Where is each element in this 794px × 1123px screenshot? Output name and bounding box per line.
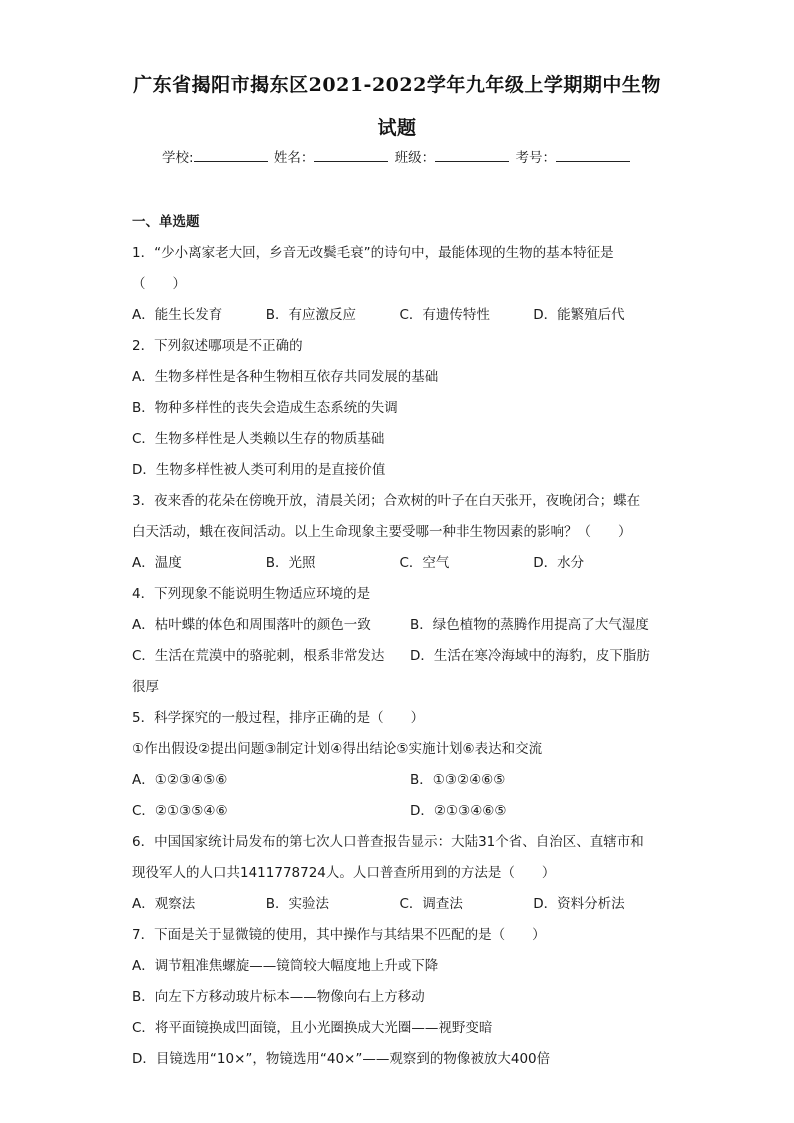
question-5 (132, 703, 667, 827)
option-d: D．能繁殖后代 (533, 307, 625, 323)
option-d: D．资料分析法 (533, 896, 625, 912)
option-row (132, 889, 667, 920)
student-info-row (0, 146, 794, 166)
option-d: D．生活在寒冷海域中的海豹，皮下脂肪 (410, 648, 650, 664)
option-b: B．向左下方移动玻片标本——物像向右上方移动 (132, 989, 425, 1005)
name-label: 姓名： (273, 150, 315, 166)
option-b: B．绿色植物的蒸腾作用提高了大气湿度 (410, 617, 649, 633)
option-d: D．目镜选用“10×”，物镜选用“40×”——观察到的物像被放大400倍 (132, 1051, 551, 1067)
option-d: D．生物多样性被人类可利用的是直接价值 (132, 462, 386, 478)
option-row (132, 548, 667, 579)
option-c: C．调查法 (399, 896, 463, 912)
name-field (274, 146, 391, 166)
question-2 (132, 331, 667, 486)
exam-number-blank (556, 148, 630, 162)
option-c: C．将平面镜换成凹面镜，且小光圈换成大光圈——视野变暗 (132, 1020, 493, 1036)
option-c: C．有遗传特性 (399, 307, 490, 323)
exam-title-line-2: 试题 (377, 117, 417, 139)
question-6 (132, 827, 667, 920)
option-row (132, 300, 667, 331)
option-a: A．温度 (132, 555, 182, 571)
class-field (395, 146, 512, 166)
option-b: B．①③②④⑥⑤ (410, 772, 506, 788)
school-field (162, 146, 270, 166)
option-a: A．①②③④⑤⑥ (132, 772, 228, 788)
option-a: A．能生长发育 (132, 307, 223, 323)
question-7 (132, 920, 667, 1075)
question-stem-line: 3．夜来香的花朵在傍晚开放，清晨关闭；合欢树的叶子在白天张开，夜晚闭合；蝶在 (132, 493, 641, 509)
option-c: C．空气 (399, 555, 450, 571)
option-continuation: 很厚 (132, 679, 159, 695)
option-a: A．枯叶蝶的体色和周围落叶的颜色一致 (132, 617, 371, 633)
question-content (132, 207, 667, 1075)
school-blank (194, 148, 268, 162)
option-b: B．光照 (265, 555, 316, 571)
option-a: A．调节粗准焦螺旋——镜筒较大幅度地上升或下降 (132, 958, 439, 974)
question-stem-line: （ ） (132, 276, 186, 292)
question-stem-line: 6．中国国家统计局发布的第七次人口普查报告显示：大陆31个省、自治区、直辖市和 (132, 834, 644, 850)
option-d: D．②①③④⑥⑤ (410, 803, 507, 819)
question-4 (132, 579, 667, 703)
option-d: D．水分 (533, 555, 585, 571)
school-label: 学校: (162, 150, 194, 166)
question-stem-line: 现役军人的人口共1411778724人。人口普查所用到的方法是（ ） (132, 865, 556, 881)
question-stem-line: ①作出假设②提出问题③制定计划④得出结论⑤实施计划⑥表达和交流 (132, 741, 543, 757)
question-3 (132, 486, 667, 579)
option-c: C．生活在荒漠中的骆驼刺，根系非常发达 (132, 648, 385, 664)
name-blank (314, 148, 388, 162)
class-blank (435, 148, 509, 162)
question-stem-line: 2．下列叙述哪项是不正确的 (132, 338, 303, 354)
question-stem-line: 7．下面是关于显微镜的使用，其中操作与其结果不匹配的是（ ） (132, 927, 546, 943)
option-a: A．生物多样性是各种生物相互依存共同发展的基础 (132, 369, 439, 385)
option-row (132, 796, 667, 827)
exam-title-line-1: 广东省揭阳市揭东区2021-2022学年九年级上学期期中生物 (133, 74, 661, 96)
option-a: A．观察法 (132, 896, 196, 912)
exam-number-field (515, 146, 632, 166)
option-row (132, 610, 667, 641)
option-row (132, 641, 667, 672)
exam-number-label: 考号： (515, 150, 556, 166)
option-row (132, 765, 667, 796)
question-stem-line: 白天活动，蛾在夜间活动。以上生命现象主要受哪一种非生物因素的影响？（ ） (132, 524, 632, 540)
class-label: 班级： (394, 150, 436, 166)
question-stem-line: 1．“少小离家老大回，乡音无改鬓毛衰”的诗句中，最能体现的生物的基本特征是 (132, 245, 614, 261)
question-stem-line: 5．科学探究的一般过程，排序正确的是（ ） (132, 710, 425, 726)
option-b: B．实验法 (265, 896, 330, 912)
option-c: C．生物多样性是人类赖以生存的物质基础 (132, 431, 385, 447)
section-heading: 一、单选题 (132, 214, 200, 230)
question-stem-line: 4．下列现象不能说明生物适应环境的是 (132, 586, 371, 602)
question-1 (132, 238, 667, 331)
option-b: B．物种多样性的丧失会造成生态系统的失调 (132, 400, 398, 416)
option-c: C．②①③⑤④⑥ (132, 803, 228, 819)
option-b: B．有应激反应 (265, 307, 357, 323)
